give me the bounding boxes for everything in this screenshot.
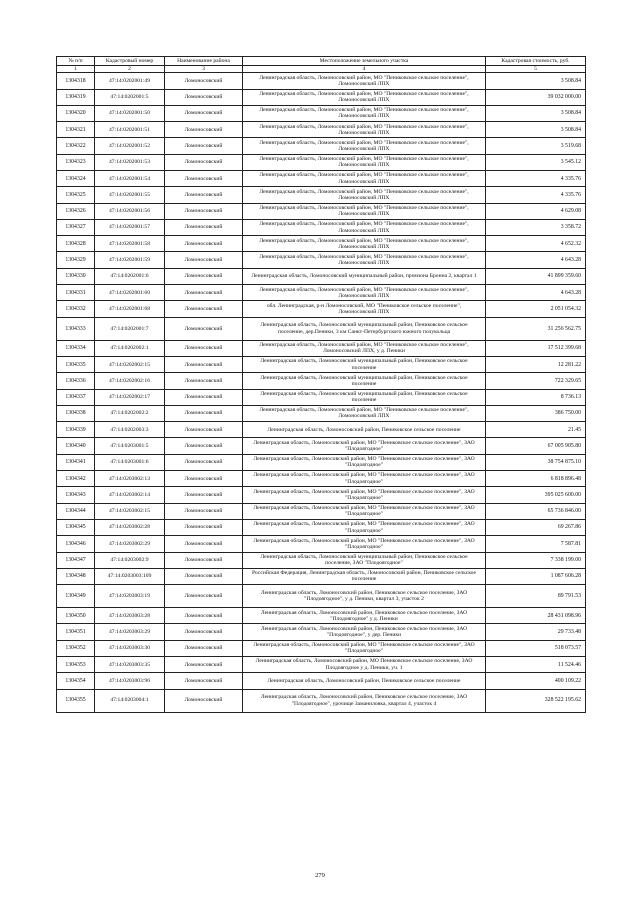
- land-location: Ленинградская область, Ломоносовский район, МО "Пениковское сельское поселение", ЗАО "Плодоягодное": [243, 471, 486, 487]
- table-row: [57, 568, 586, 584]
- district-name: Ломоносовский: [165, 89, 243, 105]
- land-location: Ленинградская область, Ломоносовский район, Пениковское сельское поселение, ЗАО "Плодоягодное" у д. Пеники: [243, 608, 486, 624]
- cadastral-cost: 3 519.68: [486, 138, 586, 154]
- table-row: [57, 236, 586, 252]
- table-row: [57, 138, 586, 154]
- table-row: [57, 640, 586, 656]
- district-name: Ломоносовский: [165, 373, 243, 389]
- cadastral-cost: 328 522 195.62: [486, 689, 586, 712]
- cadastral-cost: 29 733.48: [486, 624, 586, 640]
- land-location: Ленинградская область, Ломоносовский район, Пениковское сельское поселение, ЗАО "Плодоягодное", урочище Заманиловка, квартал 4, участок 4: [243, 689, 486, 712]
- row-number: 1304337: [57, 389, 95, 405]
- row-number: 1304355: [57, 689, 95, 712]
- page-number: 279: [315, 872, 325, 879]
- district-name: Ломоносовский: [165, 187, 243, 203]
- cadastral-number: 47:14:0202001:60: [95, 285, 165, 301]
- land-location: Российская Федерация, Ленинградская область, Ломоносовский район, Пениковское сельское поселение: [243, 568, 486, 584]
- district-name: Ломоносовский: [165, 285, 243, 301]
- row-number: 1304347: [57, 552, 95, 568]
- header-cadastral: Кадастровый номер: [95, 57, 165, 66]
- table-row: [57, 285, 586, 301]
- cadastral-number: 47:14:0202001:53: [95, 154, 165, 170]
- table-row: [57, 536, 586, 552]
- cadastral-cost: 21.45: [486, 422, 586, 438]
- row-number: 1304330: [57, 268, 95, 284]
- district-name: Ломоносовский: [165, 268, 243, 284]
- row-number: 1304331: [57, 285, 95, 301]
- cadastral-cost: 39 032 000.00: [486, 89, 586, 105]
- table-column-numbers-row: [57, 66, 586, 73]
- table-row: [57, 317, 586, 340]
- row-number: 1304346: [57, 536, 95, 552]
- district-name: Ломоносовский: [165, 536, 243, 552]
- cadastral-number: 47:14:0202001:49: [95, 73, 165, 89]
- table-row: [57, 89, 586, 105]
- district-name: Ломоносовский: [165, 568, 243, 584]
- row-number: 1304336: [57, 373, 95, 389]
- district-name: Ломоносовский: [165, 454, 243, 470]
- land-location: Ленинградская область, Ломоносовский район, Пениковское сельское поселение: [243, 422, 486, 438]
- cadastral-cost: 31 256 562.75: [486, 317, 586, 340]
- land-location: Ленинградская область, Ломоносовский муниципальный район, Пениковское сельское поселение: [243, 389, 486, 405]
- land-location: Ленинградская область, Ломоносовский район, МО "Пениковское сельское поселение", ЗАО "Плодоягодное": [243, 454, 486, 470]
- table-row: [57, 373, 586, 389]
- cadastral-number: 47:14:0202002:2: [95, 405, 165, 421]
- land-location: Ленинградская область, Ломоносовский район, МО "Пениковское сельское поселение", Ломоносовский ЛПХ: [243, 236, 486, 252]
- column-number: 5: [486, 66, 586, 73]
- land-location: Ленинградская область, Ломоносовский район, МО "Пениковское сельское поселение", Ломоносовский ЛПХ: [243, 154, 486, 170]
- cadastral-cost: 3 508.84: [486, 73, 586, 89]
- row-number: 1304335: [57, 356, 95, 372]
- table-row: [57, 187, 586, 203]
- cadastral-number: 47:14:0202002:17: [95, 389, 165, 405]
- cadastral-number: 47:14:0203004:1: [95, 689, 165, 712]
- column-number: 3: [165, 66, 243, 73]
- table-row: [57, 301, 586, 317]
- table-row: [57, 122, 586, 138]
- table-row: [57, 356, 586, 372]
- table-row: [57, 219, 586, 235]
- row-number: 1304345: [57, 519, 95, 535]
- district-name: Ломоносовский: [165, 203, 243, 219]
- cadastral-cost: 3 358.72: [486, 219, 586, 235]
- cadastral-number: 47:14:0203002:13: [95, 471, 165, 487]
- row-number: 1304348: [57, 568, 95, 584]
- table-row: [57, 487, 586, 503]
- land-location: Ленинградская область, Ломоносовский муниципальный район, промзона Бронна 2, квартал 1: [243, 268, 486, 284]
- cadastral-number: 47:14:0202001:56: [95, 203, 165, 219]
- column-number: 2: [95, 66, 165, 73]
- district-name: Ломоносовский: [165, 471, 243, 487]
- row-number: 1304338: [57, 405, 95, 421]
- cadastral-number: 47:14:0202001:57: [95, 219, 165, 235]
- district-name: Ломоносовский: [165, 389, 243, 405]
- cadastral-cost: 3 508.84: [486, 105, 586, 121]
- table-row: [57, 689, 586, 712]
- cadastral-cost: 518 073.57: [486, 640, 586, 656]
- cadastral-number: 47:14:0202001:58: [95, 236, 165, 252]
- cadastral-number: 47:14:0203003:29: [95, 624, 165, 640]
- district-name: Ломоносовский: [165, 608, 243, 624]
- cadastral-number: 47:14:0202001:55: [95, 187, 165, 203]
- cadastral-cost: 4 643.28: [486, 252, 586, 268]
- cadastral-number: 47:14:0203001:6: [95, 454, 165, 470]
- cadastral-cost: 12 281.22: [486, 356, 586, 372]
- cadastral-number: 47:14:0203003:109: [95, 568, 165, 584]
- land-location: Ленинградская область, Ломоносовский муниципальный район, Пениковское сельское поселение: [243, 373, 486, 389]
- cadastral-number: 47:14:0202001:5: [95, 89, 165, 105]
- cadastral-number: 47:14:0202001:54: [95, 170, 165, 186]
- cadastral-cost: 3 508.84: [486, 122, 586, 138]
- row-number: 1304320: [57, 105, 95, 121]
- table-row: [57, 252, 586, 268]
- cadastral-number: 47:14:0203003:35: [95, 657, 165, 673]
- cadastral-cost: 395 025 600.00: [486, 487, 586, 503]
- district-name: Ломоносовский: [165, 689, 243, 712]
- row-number: 1304350: [57, 608, 95, 624]
- row-number: 1304323: [57, 154, 95, 170]
- table-row: [57, 552, 586, 568]
- table-row: [57, 673, 586, 689]
- table-row: [57, 503, 586, 519]
- table-row: [57, 73, 586, 89]
- cadastral-cost: 7 338 199.00: [486, 552, 586, 568]
- cadastral-number: 47:14:0203002:14: [95, 487, 165, 503]
- cadastral-cost: 386 750.00: [486, 405, 586, 421]
- row-number: 1304329: [57, 252, 95, 268]
- cadastral-cost: 17 512 399.68: [486, 340, 586, 356]
- land-location: Ленинградская область, Ломоносовский район, МО "Пениковское сельское поселение", Ломоносовский ЛПХ: [243, 122, 486, 138]
- cadastral-cost: 4 335.76: [486, 187, 586, 203]
- district-name: Ломоносовский: [165, 301, 243, 317]
- cadastral-cost: 38 754 875.10: [486, 454, 586, 470]
- cadastral-number: 47:14:0202001:6: [95, 268, 165, 284]
- cadastral-number: 47:14:0202002:16: [95, 373, 165, 389]
- cadastral-cost: 1 087 606.28: [486, 568, 586, 584]
- land-location: Ленинградская область, Ломоносовский муниципальный район, Пениковское сельское поселение: [243, 356, 486, 372]
- cadastral-number: 47:14:0202001:59: [95, 252, 165, 268]
- land-location: Ленинградская область, Ломоносовский район, МО "Пениковское сельское поселение", Ломоносовский ЛПХ: [243, 73, 486, 89]
- cadastral-number: 47:14:0202001:50: [95, 105, 165, 121]
- district-name: Ломоносовский: [165, 154, 243, 170]
- table-row: [57, 438, 586, 454]
- district-name: Ломоносовский: [165, 105, 243, 121]
- table-row: [57, 454, 586, 470]
- district-name: Ломоносовский: [165, 438, 243, 454]
- row-number: 1304339: [57, 422, 95, 438]
- table-row: [57, 154, 586, 170]
- cadastral-value-table: [56, 56, 586, 713]
- land-location: Ленинградская область, Ломоносовский район, Пениковское сельское поселение, ЗАО "Плодоягодное", у дер. Пеники: [243, 624, 486, 640]
- cadastral-cost: 722 329.65: [486, 373, 586, 389]
- header-num: № п/п: [57, 57, 95, 66]
- district-name: Ломоносовский: [165, 170, 243, 186]
- row-number: 1304324: [57, 170, 95, 186]
- district-name: Ломоносовский: [165, 219, 243, 235]
- table-row: [57, 471, 586, 487]
- row-number: 1304340: [57, 438, 95, 454]
- cadastral-number: 47:14:0202001:68: [95, 301, 165, 317]
- table-row: [57, 422, 586, 438]
- header-cost: Кадастровая стоимость, руб.: [486, 57, 586, 66]
- cadastral-number: 47:14:0203001:5: [95, 438, 165, 454]
- column-number: 1: [57, 66, 95, 73]
- land-location: Ленинградская область, Ломоносовский район, МО "Пениковское сельское поселение", Ломоносовский ЛПХ: [243, 405, 486, 421]
- row-number: 1304322: [57, 138, 95, 154]
- land-location: Ленинградская область, Ломоносовский район, Пениковское сельское поселение, ЗАО "Плодоягодное", у д. Пеники, квартал 3, участок 2: [243, 585, 486, 608]
- land-location: Ленинградская область, Ломоносовский район, МО Пениковское сельское поселение, ЗАО Плодоягодное у д. Пеники, уч. 1: [243, 657, 486, 673]
- cadastral-cost: 11 524.46: [486, 657, 586, 673]
- district-name: Ломоносовский: [165, 585, 243, 608]
- district-name: Ломоносовский: [165, 252, 243, 268]
- row-number: 1304328: [57, 236, 95, 252]
- row-number: 1304334: [57, 340, 95, 356]
- cadastral-number: 47:14:0202002:15: [95, 356, 165, 372]
- cadastral-cost: 41 899 359.60: [486, 268, 586, 284]
- table-row: [57, 608, 586, 624]
- row-number: 1304354: [57, 673, 95, 689]
- land-location: Ленинградская область, Ломоносовский район, МО "Пениковское сельское поселение", ЗАО "Плодоягодное": [243, 487, 486, 503]
- cadastral-cost: 8 736.13: [486, 389, 586, 405]
- district-name: Ломоносовский: [165, 624, 243, 640]
- row-number: 1304344: [57, 503, 95, 519]
- land-location: Ленинградская область, Ломоносовский район, МО "Пениковское сельское поселение", Ломоносовский ЛПХ: [243, 203, 486, 219]
- cadastral-cost: 2 051 054.32: [486, 301, 586, 317]
- cadastral-number: 47:14:0202002:1: [95, 340, 165, 356]
- row-number: 1304318: [57, 73, 95, 89]
- land-location: Ленинградская область, Ломоносовский муниципальный район, Пениковское сельское поселение, дер.Пеники, 3 км Санкт-Петербургского южного полукольца: [243, 317, 486, 340]
- cadastral-number: 47:14:0203003:96: [95, 673, 165, 689]
- row-number: 1304342: [57, 471, 95, 487]
- cadastral-cost: 28 431 098.96: [486, 608, 586, 624]
- district-name: Ломоносовский: [165, 73, 243, 89]
- table-row: [57, 203, 586, 219]
- table-row: [57, 405, 586, 421]
- cadastral-number: 47:14:0203002:9: [95, 552, 165, 568]
- row-number: 1304343: [57, 487, 95, 503]
- row-number: 1304349: [57, 585, 95, 608]
- land-location: обл. Ленинградская, р-н Ломоносовский, МО "Пениковское сельское поселение", Ломоносовский ЛПХ: [243, 301, 486, 317]
- land-location: Ленинградская область, Ломоносовский район, МО "Пениковское сельское поселение", Ломоносовский ЛПХ: [243, 138, 486, 154]
- land-location: Ленинградская область, Ломоносовский район, МО "Пениковское сельское поселение", ЗАО "Плодоягодное": [243, 519, 486, 535]
- cadastral-cost: 4 652.32: [486, 236, 586, 252]
- row-number: 1304341: [57, 454, 95, 470]
- cadastral-number: 47:14:0203003:30: [95, 640, 165, 656]
- row-number: 1304332: [57, 301, 95, 317]
- row-number: 1304321: [57, 122, 95, 138]
- table-row: [57, 585, 586, 608]
- cadastral-cost: 4 629.08: [486, 203, 586, 219]
- header-district: Наименование района: [165, 57, 243, 66]
- table-row: [57, 170, 586, 186]
- land-location: Ленинградская область, Ломоносовский район, МО "Пениковское сельское поселение", Ломоносовский ЛПХ, у д. Пеники: [243, 340, 486, 356]
- cadastral-cost: 400 109.22: [486, 673, 586, 689]
- cadastral-cost: 4 643.28: [486, 285, 586, 301]
- land-location: Ленинградская область, Ломоносовский район, МО "Пениковское сельское поселение", Ломоносовский ЛПХ: [243, 252, 486, 268]
- district-name: Ломоносовский: [165, 657, 243, 673]
- cadastral-number: 47:14:0202003:3: [95, 422, 165, 438]
- land-location: Ленинградская область, Ломоносовский район, МО "Пениковское сельское поселение", ЗАО "Плодоягодное": [243, 536, 486, 552]
- district-name: Ломоносовский: [165, 356, 243, 372]
- cadastral-number: 47:14:0203002:29: [95, 536, 165, 552]
- cadastral-number: 47:14:0203003:28: [95, 608, 165, 624]
- cadastral-cost: 65 736 846.00: [486, 503, 586, 519]
- land-location: Ленинградская область, Ломоносовский район, МО "Пениковское сельское поселение", Ломоносовский ЛПХ: [243, 285, 486, 301]
- land-location: Ленинградская область, Ломоносовский район, МО "Пениковское сельское поселение", Ломоносовский ЛПХ: [243, 89, 486, 105]
- cadastral-cost: 6 818 896.48: [486, 471, 586, 487]
- land-location: Ленинградская область, Ломоносовский район, МО "Пениковское сельское поселение", Ломоносовский ЛПХ: [243, 105, 486, 121]
- district-name: Ломоносовский: [165, 503, 243, 519]
- table-row: [57, 519, 586, 535]
- table-body: [57, 73, 586, 712]
- cadastral-cost: 4 335.76: [486, 170, 586, 186]
- district-name: Ломоносовский: [165, 673, 243, 689]
- table-row: [57, 389, 586, 405]
- district-name: Ломоносовский: [165, 340, 243, 356]
- cadastral-cost: 3 545.12: [486, 154, 586, 170]
- row-number: 1304327: [57, 219, 95, 235]
- table-row: [57, 268, 586, 284]
- land-location: Ленинградская область, Ломоносовский район, МО "Пениковское сельское поселение", ЗАО "Плодоягодное": [243, 640, 486, 656]
- cadastral-cost: 69 267.86: [486, 519, 586, 535]
- district-name: Ломоносовский: [165, 405, 243, 421]
- table-row: [57, 105, 586, 121]
- table-row: [57, 624, 586, 640]
- land-location: Ленинградская область, Ломоносовский район, МО "Пениковское сельское поселение", Ломоносовский ЛПХ: [243, 187, 486, 203]
- row-number: 1304326: [57, 203, 95, 219]
- district-name: Ломоносовский: [165, 552, 243, 568]
- cadastral-number: 47:14:0203003:19: [95, 585, 165, 608]
- row-number: 1304353: [57, 657, 95, 673]
- district-name: Ломоносовский: [165, 422, 243, 438]
- cadastral-cost: 67 005 905.80: [486, 438, 586, 454]
- cadastral-number: 47:14:0203002:15: [95, 503, 165, 519]
- table-row: [57, 657, 586, 673]
- district-name: Ломоносовский: [165, 138, 243, 154]
- row-number: 1304325: [57, 187, 95, 203]
- district-name: Ломоносовский: [165, 122, 243, 138]
- land-location: Ленинградская область, Ломоносовский район, МО "Пениковское сельское поселение", Ломоносовский ЛПХ: [243, 219, 486, 235]
- row-number: 1304319: [57, 89, 95, 105]
- cadastral-number: 47:14:0202001:51: [95, 122, 165, 138]
- land-location: Ленинградская область, Ломоносовский район, Пениковское сельское поселение: [243, 673, 486, 689]
- land-location: Ленинградская область, Ломоносовский муниципальный район, Пениковское сельское поселение, ЗАО "Плодоягодное": [243, 552, 486, 568]
- district-name: Ломоносовский: [165, 236, 243, 252]
- column-number: 4: [243, 66, 486, 73]
- cadastral-cost: 7 587.81: [486, 536, 586, 552]
- land-location: Ленинградская область, Ломоносовский район, МО "Пениковское сельское поселение", Ломоносовский ЛПХ: [243, 170, 486, 186]
- land-location: Ленинградская область, Ломоносовский район, МО "Пениковское сельское поселение", ЗАО "Плодоягодное": [243, 438, 486, 454]
- document-sheet: [56, 56, 585, 713]
- cadastral-number: 47:14:0203002:28: [95, 519, 165, 535]
- table-header-row: [57, 57, 586, 66]
- cadastral-cost: 89 791.53: [486, 585, 586, 608]
- land-location: Ленинградская область, Ломоносовский район, МО "Пениковское сельское поселение", ЗАО "Плодоягодное": [243, 503, 486, 519]
- table-row: [57, 340, 586, 356]
- district-name: Ломоносовский: [165, 487, 243, 503]
- cadastral-number: 47:14:0202001:52: [95, 138, 165, 154]
- cadastral-number: 47:14:0202001:7: [95, 317, 165, 340]
- district-name: Ломоносовский: [165, 317, 243, 340]
- district-name: Ломоносовский: [165, 519, 243, 535]
- row-number: 1304351: [57, 624, 95, 640]
- row-number: 1304352: [57, 640, 95, 656]
- row-number: 1304333: [57, 317, 95, 340]
- header-location: Местоположение земельного участка: [243, 57, 486, 66]
- district-name: Ломоносовский: [165, 640, 243, 656]
